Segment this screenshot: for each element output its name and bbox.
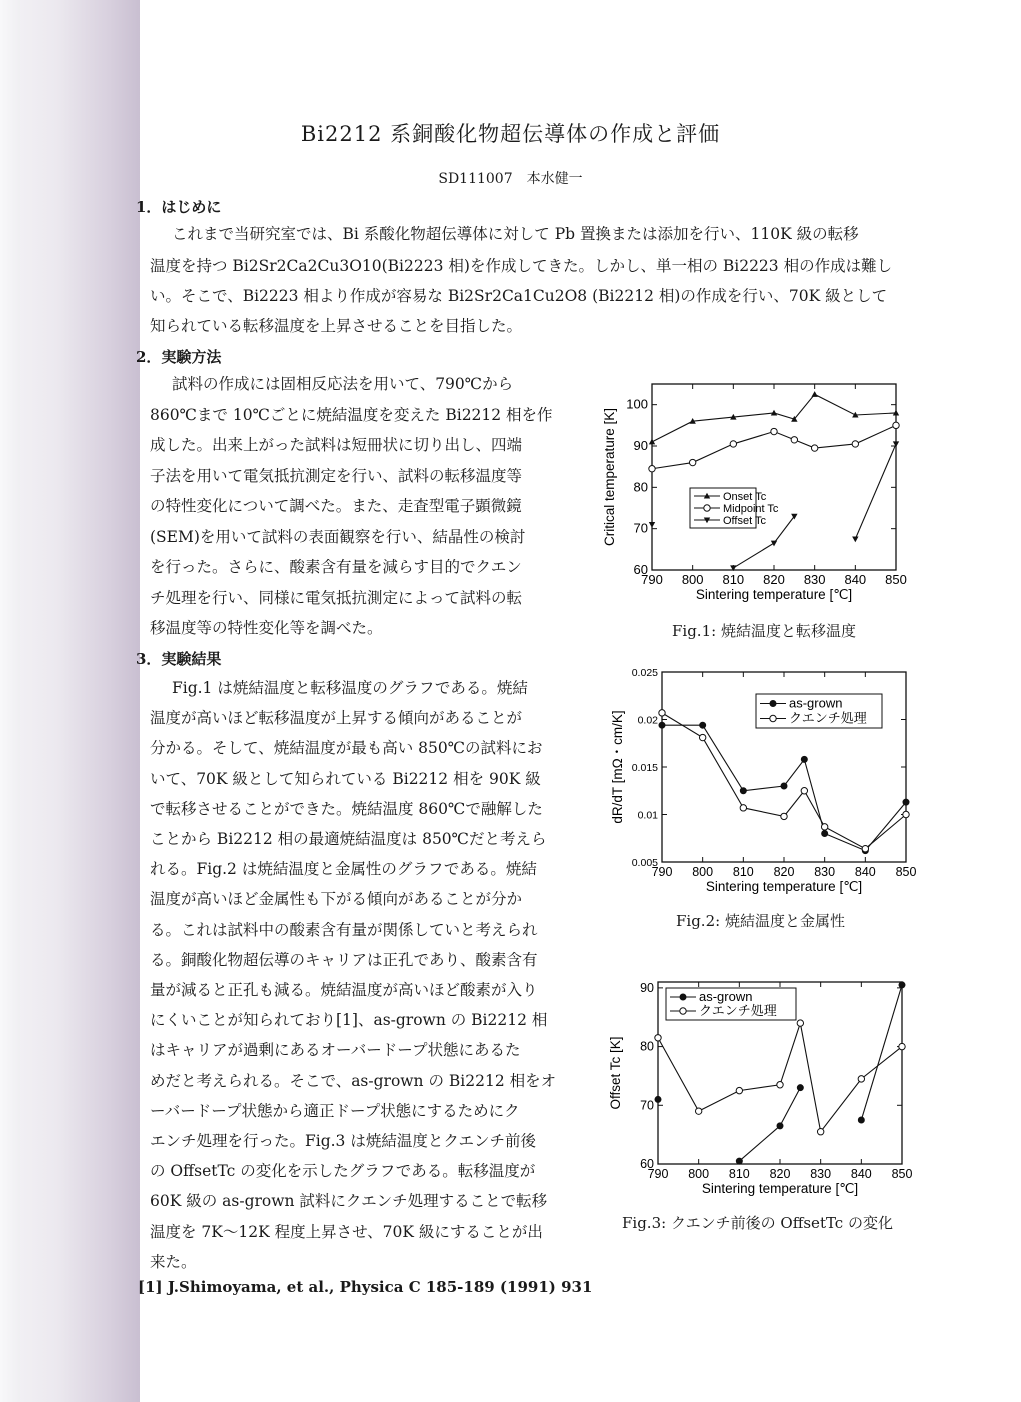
y-tick-label: 70 bbox=[640, 1098, 654, 1113]
series-line bbox=[855, 444, 896, 539]
x-tick-label: 830 bbox=[810, 1167, 832, 1181]
legend-label: クエンチ処理 bbox=[789, 710, 867, 726]
text-line: で転移させることができた。焼結温度 860℃で融解した bbox=[150, 799, 543, 818]
x-tick-label: 790 bbox=[647, 1167, 669, 1181]
data-point bbox=[699, 734, 705, 740]
y-axis-label: Offset Tc [K] bbox=[608, 1036, 623, 1110]
data-point bbox=[730, 441, 736, 447]
data-point bbox=[689, 459, 695, 465]
figure-1-chart bbox=[598, 378, 918, 614]
text-line: 知られている転移温度を上昇させることを目指した。 bbox=[150, 317, 523, 335]
x-axis-label: Sintering temperature [℃] bbox=[705, 879, 863, 894]
text-line: (SEM)を用いて試料の表面観察を行い、結晶性の検討 bbox=[150, 527, 526, 546]
data-point bbox=[695, 1108, 701, 1114]
data-point bbox=[781, 813, 787, 819]
text-line: を行った。さらに、酸素含有量を減らす目的でクエン bbox=[150, 558, 522, 576]
legend-marker bbox=[680, 1008, 686, 1014]
x-tick-label: 790 bbox=[651, 865, 673, 879]
section-heading-method: 2．実験方法 bbox=[136, 348, 222, 366]
legend-marker bbox=[680, 994, 686, 1000]
data-point bbox=[811, 391, 817, 397]
text-line: 分かる。そして、焼結温度が最も高い 850℃の試料にお bbox=[150, 739, 543, 758]
text-line: にくいことが知られており[1]、as-grown の Bi2212 相 bbox=[150, 1011, 548, 1030]
text-line: 子法を用いて電気抵抗測定を行い、試料の転移温度等 bbox=[150, 466, 523, 485]
data-point bbox=[858, 1117, 864, 1123]
text-line: エンチ処理を行った。Fig.3 は焼結温度とクエンチ前後 bbox=[150, 1132, 537, 1150]
text-line: 移温度等の特性変化等を調べた。 bbox=[150, 619, 383, 637]
y-tick-label: 0.01 bbox=[637, 809, 658, 822]
text-line: 温度が高いほど転移温度が上昇する傾向があることが bbox=[150, 709, 523, 728]
data-point bbox=[655, 1035, 661, 1041]
figure-3-chart bbox=[604, 974, 924, 1208]
data-point bbox=[659, 710, 665, 716]
data-point bbox=[649, 439, 655, 445]
data-point bbox=[771, 428, 777, 434]
data-point bbox=[700, 722, 706, 728]
data-point bbox=[852, 441, 858, 447]
x-tick-label: 850 bbox=[885, 572, 907, 587]
legend-label: クエンチ処理 bbox=[699, 1003, 777, 1018]
data-point bbox=[899, 982, 905, 988]
legend-marker bbox=[704, 505, 710, 511]
data-point bbox=[858, 1076, 864, 1082]
scan-edge bbox=[0, 0, 20, 1402]
data-point bbox=[801, 756, 807, 762]
data-point bbox=[736, 1087, 742, 1093]
series-line bbox=[662, 710, 906, 849]
figure-1-caption: Fig.1: 焼結温度と転移温度 bbox=[672, 622, 856, 640]
text-line: ーバードープ状態から適正ドープ状態にするためにク bbox=[150, 1101, 520, 1120]
text-line: 成した。出来上がった試料は短冊状に切り出し、四端 bbox=[150, 436, 523, 454]
data-point bbox=[862, 846, 868, 852]
data-point bbox=[781, 783, 787, 789]
data-point bbox=[740, 788, 746, 794]
y-tick-label: 0.025 bbox=[631, 667, 658, 679]
text-line: ことから Bi2212 相の最適焼結温度は 850℃だと考えら bbox=[150, 830, 547, 848]
legend-label: Offset Tc bbox=[723, 515, 767, 527]
x-tick-label: 810 bbox=[722, 572, 745, 587]
text-line: チ処理を行い、同様に電気抵抗測定によって試料の転 bbox=[150, 588, 523, 607]
y-tick-label: 100 bbox=[626, 396, 648, 412]
text-line: めだと考えられる。そこで、as-grown の Bi2212 相をオ bbox=[150, 1071, 557, 1090]
text-line: 860℃まで 10℃ごとに焼結温度を変えた Bi2212 相を作 bbox=[150, 405, 553, 424]
y-tick-label: 90 bbox=[640, 980, 654, 995]
data-point bbox=[893, 422, 899, 428]
y-tick-label: 80 bbox=[640, 1039, 654, 1054]
data-point bbox=[649, 522, 655, 528]
y-tick-label: 70 bbox=[633, 520, 648, 536]
text-line: 温度が高いほど金属性も下がる傾向があることが分か bbox=[150, 890, 523, 909]
section-heading-intro: 1．はじめに bbox=[136, 198, 222, 216]
x-tick-label: 830 bbox=[814, 865, 836, 879]
y-tick-label: 0.015 bbox=[631, 762, 658, 774]
data-point bbox=[852, 536, 858, 542]
series-line bbox=[658, 1023, 902, 1132]
data-point bbox=[801, 788, 807, 794]
page-title: Bi2212 系銅酸化物超伝導体の作成と評価 bbox=[300, 122, 721, 146]
text-line: 量が減ると正孔も減る。焼結温度が高いほど酸素が入り bbox=[150, 981, 538, 999]
data-point bbox=[899, 1043, 905, 1049]
text-line: これまで当研究室では、Bi 系酸化物超伝導体に対して Pb 置換または添加を行い、110K 級の転移 bbox=[172, 225, 859, 243]
scan-shadow bbox=[0, 0, 140, 1402]
reference: [1] J.Shimoyama, et al., Physica C 185-189 (1991) 931 bbox=[138, 1278, 593, 1296]
series-line bbox=[861, 985, 902, 1120]
x-axis-label: Sintering temperature [℃] bbox=[695, 587, 853, 602]
x-tick-label: 850 bbox=[891, 1167, 913, 1181]
data-point bbox=[821, 824, 827, 830]
data-point bbox=[903, 799, 909, 805]
data-point bbox=[791, 437, 797, 443]
text-line: の OffsetTc の変化を示したグラフである。転移温度が bbox=[150, 1162, 536, 1181]
data-point bbox=[736, 1158, 742, 1164]
text-line: る。銅酸化物超伝導のキャリアは正孔であり、酸素含有 bbox=[150, 950, 538, 969]
legend-label: Onset Tc bbox=[723, 491, 767, 503]
x-tick-label: 820 bbox=[763, 572, 785, 587]
x-tick-label: 800 bbox=[692, 865, 714, 879]
figure-2-chart bbox=[608, 664, 924, 908]
text-line: れる。Fig.2 は焼結温度と金属性のグラフである。焼結 bbox=[150, 860, 537, 879]
text-line: 来た。 bbox=[150, 1252, 197, 1271]
x-tick-label: 810 bbox=[728, 1167, 750, 1181]
data-point bbox=[817, 1129, 823, 1135]
data-point bbox=[659, 722, 665, 728]
text-line: の特性変化について調べた。また、走査型電子顕微鏡 bbox=[150, 497, 522, 515]
text-line: る。これは試料中の酸素含有量が関係していと考えられ bbox=[150, 920, 538, 939]
data-point bbox=[797, 1020, 803, 1026]
data-point bbox=[797, 1085, 803, 1091]
data-point bbox=[777, 1123, 783, 1129]
text-line: い。そこで、Bi2223 相より作成が容易な Bi2Sr2Ca1Cu2O8 (Bi2212 相)の作成を行い、70K 級として bbox=[150, 287, 888, 305]
data-point bbox=[822, 831, 828, 837]
data-point bbox=[649, 466, 655, 472]
text-line: 60K 級の as-grown 試料にクエンチ処理することで転移 bbox=[150, 1192, 548, 1211]
y-tick-label: 0.02 bbox=[637, 714, 658, 727]
text-line: Fig.1 は焼結温度と転移温度のグラフである。焼結 bbox=[172, 679, 528, 697]
data-point bbox=[903, 811, 909, 817]
x-axis-label: Sintering temperature [℃] bbox=[701, 1181, 859, 1196]
author-line: SD111007 本水健一 bbox=[438, 171, 583, 187]
y-tick-label: 60 bbox=[640, 1157, 654, 1171]
y-tick-label: 80 bbox=[633, 479, 648, 495]
data-point bbox=[777, 1082, 783, 1088]
data-point bbox=[740, 805, 746, 811]
x-tick-label: 830 bbox=[803, 572, 826, 587]
x-tick-label: 840 bbox=[844, 572, 867, 587]
y-axis-label: dR/dT [mΩ・cm/K] bbox=[610, 710, 625, 824]
legend-marker bbox=[770, 715, 776, 721]
text-line: はキャリアが過剰にあるオーバードープ状態にあるた bbox=[150, 1041, 521, 1060]
series-line bbox=[739, 1088, 800, 1161]
text-line: いて、70K 級として知られている Bi2212 相を 90K 級 bbox=[150, 769, 541, 788]
legend-label: as-grown bbox=[699, 989, 753, 1004]
y-tick-label: 60 bbox=[633, 562, 648, 577]
x-tick-label: 850 bbox=[895, 865, 917, 879]
figure-2-caption: Fig.2: 焼結温度と金属性 bbox=[676, 912, 845, 930]
legend-label: Midpoint Tc bbox=[723, 503, 779, 515]
x-tick-label: 840 bbox=[854, 865, 876, 879]
x-tick-label: 790 bbox=[641, 572, 663, 587]
data-point bbox=[811, 445, 817, 451]
legend-marker bbox=[770, 701, 776, 707]
data-point bbox=[655, 1096, 661, 1102]
legend-label: as-grown bbox=[789, 695, 843, 711]
x-tick-label: 800 bbox=[681, 572, 704, 587]
section-heading-results: 3．実験結果 bbox=[136, 650, 222, 668]
x-tick-label: 840 bbox=[850, 1167, 872, 1181]
text-line: 温度を 7K～12K 程度上昇させ、70K 級にすることが出 bbox=[150, 1222, 543, 1241]
x-tick-label: 810 bbox=[732, 865, 754, 879]
y-tick-label: 90 bbox=[633, 438, 648, 453]
x-tick-label: 820 bbox=[773, 865, 795, 879]
x-tick-label: 820 bbox=[769, 1167, 791, 1181]
x-tick-label: 800 bbox=[688, 1167, 710, 1181]
text-line: 温度を持つ Bi2Sr2Ca2Cu3O10(Bi2223 相)を作成してきた。しかし、単一相の Bi2223 相の作成は難し bbox=[150, 257, 893, 275]
figure-3-caption: Fig.3: クエンチ前後の OffsetTc の変化 bbox=[622, 1214, 893, 1232]
data-point bbox=[771, 541, 777, 547]
text-line: 試料の作成には固相反応法を用いて、790℃から bbox=[172, 375, 514, 393]
y-axis-label: Critical temperature [K] bbox=[602, 407, 617, 547]
y-tick-label: 0.005 bbox=[631, 857, 658, 869]
